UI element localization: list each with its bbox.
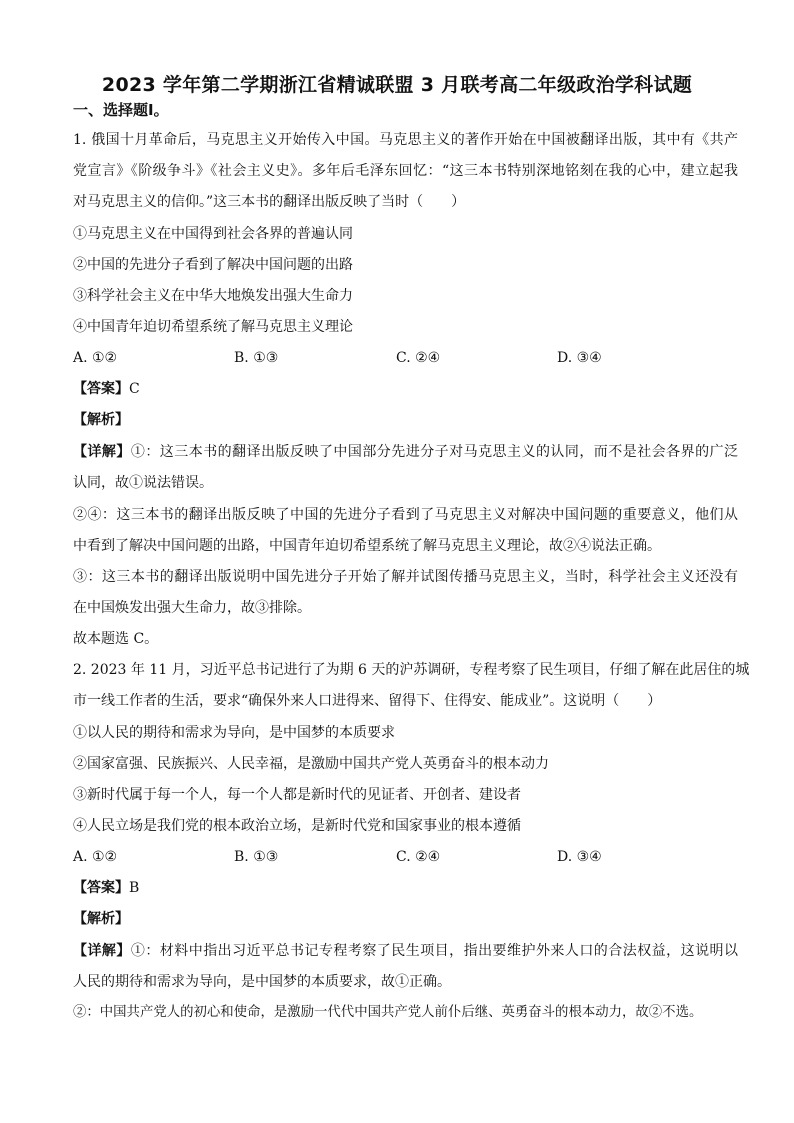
answer-label: 【答案】	[73, 880, 129, 896]
q2-detail-line: 人民的期待和需求为导向，是中国梦的本质要求，故①正确。	[73, 974, 451, 990]
section-heading: 一、选择题Ⅰ。	[73, 101, 169, 119]
q1-detail-line: 中看到了解决中国问题的出路，中国青年迫切希望系统了解马克思主义理论，故②④说法正确。	[73, 538, 661, 554]
q1-stem-line: 党宣言》《阶级争斗》《社会主义史》。多年后毛泽东回忆：“这三本书特别深地铭刻在我的心中，建立起我	[73, 163, 738, 179]
q1-detail-line: 在中国焕发出强大生命力，故③排除。	[73, 600, 311, 616]
q2-statement: ①以人民的期待和需求为导向，是中国梦的本质要求	[73, 725, 395, 741]
q2-answer	[73, 879, 139, 897]
q1-detail-line: ②④：这三本书的翻译出版反映了中国的先进分子看到了马克思主义对解决中国问题的重要意义，他们从	[73, 507, 738, 523]
q1-statement: ②中国的先进分子看到了解决中国问题的出路	[73, 257, 353, 273]
q2-stem-line: 2. 2023 年 11 月，习近平总书记进行了为期 6 天的沪苏调研，专程考察了民生项目，仔细了解在此居住的城	[73, 662, 750, 678]
answer-value: B	[129, 880, 140, 896]
q1-detail-line: 认同，故①说法错误。	[73, 475, 213, 491]
q2-stem-line: 市一线工作者的生活，要求“确保外来人口进得来、留得下、住得安、能成业”。这说明（ ）	[73, 693, 662, 709]
q1-statement: ④中国青年迫切希望系统了解马克思主义理论	[73, 319, 353, 335]
q1-analysis-label: 【解析】	[73, 412, 129, 428]
q2-statement: ②国家富强、民族振兴、人民幸福，是激励中国共产党人英勇奋斗的根本动力	[73, 756, 549, 772]
detail-text: ①：材料中指出习近平总书记专程考察了民生项目，指出要维护外来人口的合法权益，这说明以	[130, 943, 739, 959]
q1-answer	[73, 380, 140, 398]
q1-stem-line: 1. 俄国十月革命后，马克思主义开始传入中国。马克思主义的著作开始在中国被翻译出版，其中有《共产	[73, 132, 738, 148]
q2-option-c: C. ②④	[396, 849, 441, 865]
q2-option-a: A. ①②	[73, 849, 118, 865]
q1-option-c: C. ②④	[396, 350, 441, 366]
q2-analysis-label: 【解析】	[73, 911, 129, 927]
answer-label: 【答案】	[73, 381, 129, 397]
exam-title: 2023 学年第二学期浙江省精诚联盟 3 月联考高二年级政治学科试题	[101, 74, 693, 96]
q2-detail-line: ②：中国共产党人的初心和使命，是激励一代代中国共产党人前仆后继、英勇奋斗的根本动力，故②不选。	[73, 1005, 703, 1020]
q2-statement: ③新时代属于每一个人，每一个人都是新时代的见证者、开创者、建设者	[73, 787, 521, 803]
q2-option-b: B. ①③	[234, 849, 279, 865]
q2-option-d: D. ③④	[557, 849, 602, 865]
q1-conclusion: 故本题选 C。	[73, 631, 159, 647]
q1-detail-line	[73, 443, 738, 461]
q1-option-b: B. ①③	[234, 350, 279, 366]
q1-option-a: A. ①②	[73, 350, 118, 366]
q2-detail-line	[73, 942, 738, 960]
q1-stem-line: 对马克思主义的信仰。”这三本书的翻译出版反映了当时（ ）	[73, 194, 466, 210]
q2-statement: ④人民立场是我们党的根本政治立场，是新时代党和国家事业的根本遵循	[73, 818, 521, 834]
q1-statement: ①马克思主义在中国得到社会各界的普遍认同	[73, 226, 353, 242]
q1-option-d: D. ③④	[557, 350, 602, 366]
detail-text: ①：这三本书的翻译出版反映了中国部分先进分子对马克思主义的认同，而不是社会各界的广泛	[130, 444, 739, 460]
q1-detail-line: ③：这三本书的翻译出版说明中国先进分子开始了解并试图传播马克思主义，当时，科学社会主义还没有	[73, 569, 738, 585]
detail-label: 【详解】	[73, 943, 131, 959]
detail-label: 【详解】	[73, 444, 131, 460]
answer-value: C	[129, 381, 140, 397]
q1-statement: ③科学社会主义在中华大地焕发出强大生命力	[73, 288, 353, 304]
